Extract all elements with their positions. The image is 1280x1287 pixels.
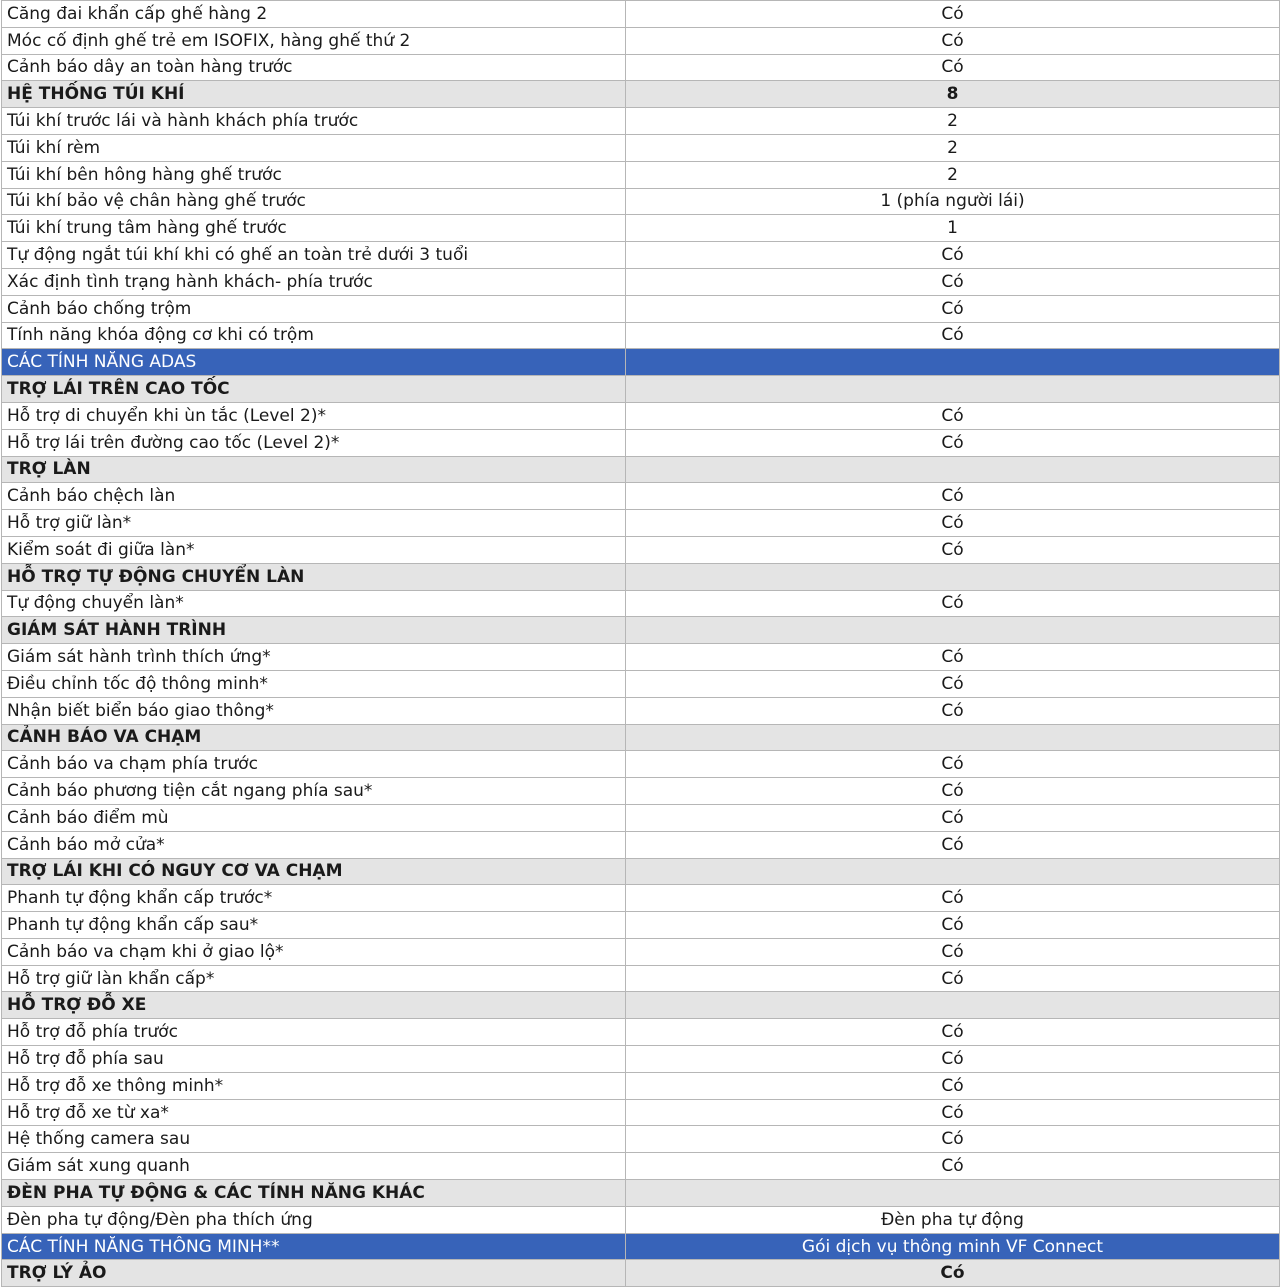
feature-label: Kiểm soát đi giữa làn* xyxy=(2,536,626,563)
feature-label: Cảnh báo chống trộm xyxy=(2,295,626,322)
spec-row xyxy=(2,1046,1280,1073)
group-header-row xyxy=(2,456,1280,483)
spec-row xyxy=(2,27,1280,54)
feature-label: Phanh tự động khẩn cấp sau* xyxy=(2,912,626,939)
feature-label: Cảnh báo va chạm phía trước xyxy=(2,751,626,778)
feature-value: Có xyxy=(626,1019,1280,1046)
feature-value xyxy=(626,1180,1280,1207)
feature-label: Tự động ngắt túi khí khi có ghế an toàn trẻ dưới 3 tuổi xyxy=(2,242,626,269)
feature-value: Có xyxy=(626,536,1280,563)
feature-label: ĐÈN PHA TỰ ĐỘNG & CÁC TÍNH NĂNG KHÁC xyxy=(2,1180,626,1207)
feature-value: Có xyxy=(626,1260,1280,1287)
spec-row xyxy=(2,322,1280,349)
feature-value: 2 xyxy=(626,134,1280,161)
group-header-row xyxy=(2,81,1280,108)
spec-row xyxy=(2,54,1280,81)
feature-value: Có xyxy=(626,751,1280,778)
feature-value: Có xyxy=(626,54,1280,81)
section-row xyxy=(2,349,1280,376)
spec-row xyxy=(2,804,1280,831)
spec-row xyxy=(2,670,1280,697)
spec-table xyxy=(1,0,1280,1287)
feature-value: Có xyxy=(626,885,1280,912)
feature-label: Nhận biết biển báo giao thông* xyxy=(2,697,626,724)
feature-label: Hỗ trợ đỗ phía sau xyxy=(2,1046,626,1073)
feature-label: Hỗ trợ đỗ xe thông minh* xyxy=(2,1072,626,1099)
feature-value: Có xyxy=(626,670,1280,697)
feature-value: Có xyxy=(626,295,1280,322)
feature-label: Cảnh báo va chạm khi ở giao lộ* xyxy=(2,938,626,965)
feature-label: Tính năng khóa động cơ khi có trộm xyxy=(2,322,626,349)
feature-value xyxy=(626,376,1280,403)
feature-label: HỖ TRỢ TỰ ĐỘNG CHUYỂN LÀN xyxy=(2,563,626,590)
feature-label: Hỗ trợ đỗ phía trước xyxy=(2,1019,626,1046)
spec-row xyxy=(2,536,1280,563)
feature-label: Hỗ trợ giữ làn* xyxy=(2,510,626,537)
feature-label: Hệ thống camera sau xyxy=(2,1126,626,1153)
feature-label: Cảnh báo dây an toàn hàng trước xyxy=(2,54,626,81)
feature-label: Điều chỉnh tốc độ thông minh* xyxy=(2,670,626,697)
feature-label: Móc cố định ghế trẻ em ISOFIX, hàng ghế thứ 2 xyxy=(2,27,626,54)
feature-value xyxy=(626,724,1280,751)
feature-label: TRỢ LÁI KHI CÓ NGUY CƠ VA CHẠM xyxy=(2,858,626,885)
feature-value: 1 (phía người lái) xyxy=(626,188,1280,215)
feature-label: Túi khí rèm xyxy=(2,134,626,161)
feature-label: Giám sát xung quanh xyxy=(2,1153,626,1180)
feature-value: 8 xyxy=(626,81,1280,108)
feature-label: Xác định tình trạng hành khách- phía trước xyxy=(2,268,626,295)
feature-value: Đèn pha tự động xyxy=(626,1206,1280,1233)
spec-row xyxy=(2,188,1280,215)
feature-value: Có xyxy=(626,1099,1280,1126)
spec-row xyxy=(2,483,1280,510)
feature-value: Có xyxy=(626,965,1280,992)
feature-value xyxy=(626,456,1280,483)
group-header-row xyxy=(2,617,1280,644)
spec-row xyxy=(2,295,1280,322)
feature-value: Có xyxy=(626,1126,1280,1153)
group-header-row xyxy=(2,724,1280,751)
feature-label: Đèn pha tự động/Đèn pha thích ứng xyxy=(2,1206,626,1233)
spec-row xyxy=(2,1,1280,28)
feature-value: 2 xyxy=(626,161,1280,188)
spec-row xyxy=(2,1019,1280,1046)
feature-label: Hỗ trợ lái trên đường cao tốc (Level 2)* xyxy=(2,429,626,456)
feature-label: Tự động chuyển làn* xyxy=(2,590,626,617)
feature-value: Có xyxy=(626,938,1280,965)
spec-row xyxy=(2,1206,1280,1233)
group-header-row xyxy=(2,992,1280,1019)
feature-value xyxy=(626,349,1280,376)
feature-value xyxy=(626,992,1280,1019)
spec-row xyxy=(2,242,1280,269)
feature-value: Có xyxy=(626,429,1280,456)
feature-label: HỆ THỐNG TÚI KHÍ xyxy=(2,81,626,108)
spec-row xyxy=(2,644,1280,671)
feature-value: 2 xyxy=(626,108,1280,135)
feature-value: Có xyxy=(626,402,1280,429)
spec-row xyxy=(2,268,1280,295)
feature-value: Có xyxy=(626,510,1280,537)
feature-label: CÁC TÍNH NĂNG THÔNG MINH** xyxy=(2,1233,626,1260)
feature-value: 1 xyxy=(626,215,1280,242)
feature-value: Có xyxy=(626,804,1280,831)
spec-row xyxy=(2,697,1280,724)
feature-label: Hỗ trợ di chuyển khi ùn tắc (Level 2)* xyxy=(2,402,626,429)
feature-label: CẢNH BÁO VA CHẠM xyxy=(2,724,626,751)
feature-value: Có xyxy=(626,778,1280,805)
group-header-row xyxy=(2,1260,1280,1287)
spec-row xyxy=(2,912,1280,939)
spec-row xyxy=(2,510,1280,537)
feature-value: Có xyxy=(626,322,1280,349)
feature-value: Có xyxy=(626,644,1280,671)
spec-row xyxy=(2,938,1280,965)
feature-label: CÁC TÍNH NĂNG ADAS xyxy=(2,349,626,376)
spec-row xyxy=(2,1099,1280,1126)
spec-row xyxy=(2,215,1280,242)
feature-value: Có xyxy=(626,590,1280,617)
feature-label: Túi khí bảo vệ chân hàng ghế trước xyxy=(2,188,626,215)
group-header-row xyxy=(2,563,1280,590)
feature-label: Hỗ trợ đỗ xe từ xa* xyxy=(2,1099,626,1126)
group-header-row xyxy=(2,1180,1280,1207)
section-row xyxy=(2,1233,1280,1260)
feature-value: Có xyxy=(626,1072,1280,1099)
feature-label: HỖ TRỢ ĐỖ XE xyxy=(2,992,626,1019)
feature-label: Cảnh báo mở cửa* xyxy=(2,831,626,858)
group-header-row xyxy=(2,858,1280,885)
feature-label: TRỢ LÀN xyxy=(2,456,626,483)
spec-row xyxy=(2,778,1280,805)
feature-value: Có xyxy=(626,483,1280,510)
feature-label: Cảnh báo điểm mù xyxy=(2,804,626,831)
feature-value: Có xyxy=(626,242,1280,269)
feature-label: GIÁM SÁT HÀNH TRÌNH xyxy=(2,617,626,644)
feature-value: Có xyxy=(626,912,1280,939)
spec-table-body xyxy=(2,1,1280,1287)
spec-row xyxy=(2,885,1280,912)
spec-row xyxy=(2,1072,1280,1099)
spec-row xyxy=(2,1153,1280,1180)
feature-label: TRỢ LÝ ẢO xyxy=(2,1260,626,1287)
feature-value: Gói dịch vụ thông minh VF Connect xyxy=(626,1233,1280,1260)
feature-value: Có xyxy=(626,27,1280,54)
feature-label: TRỢ LÁI TRÊN CAO TỐC xyxy=(2,376,626,403)
feature-label: Túi khí trung tâm hàng ghế trước xyxy=(2,215,626,242)
spec-row xyxy=(2,831,1280,858)
feature-value xyxy=(626,858,1280,885)
feature-label: Hỗ trợ giữ làn khẩn cấp* xyxy=(2,965,626,992)
spec-row xyxy=(2,134,1280,161)
feature-value: Có xyxy=(626,1,1280,28)
feature-label: Cảnh báo chệch làn xyxy=(2,483,626,510)
feature-value: Có xyxy=(626,697,1280,724)
feature-label: Phanh tự động khẩn cấp trước* xyxy=(2,885,626,912)
feature-label: Cảnh báo phương tiện cắt ngang phía sau* xyxy=(2,778,626,805)
spec-row xyxy=(2,161,1280,188)
feature-label: Túi khí bên hông hàng ghế trước xyxy=(2,161,626,188)
spec-row xyxy=(2,590,1280,617)
feature-label: Căng đai khẩn cấp ghế hàng 2 xyxy=(2,1,626,28)
spec-row xyxy=(2,429,1280,456)
spec-row xyxy=(2,965,1280,992)
feature-label: Giám sát hành trình thích ứng* xyxy=(2,644,626,671)
spec-row xyxy=(2,108,1280,135)
feature-label: Túi khí trước lái và hành khách phía trước xyxy=(2,108,626,135)
feature-value: Có xyxy=(626,1153,1280,1180)
feature-value: Có xyxy=(626,831,1280,858)
group-header-row xyxy=(2,376,1280,403)
spec-row xyxy=(2,1126,1280,1153)
feature-value: Có xyxy=(626,268,1280,295)
spec-row xyxy=(2,402,1280,429)
feature-value xyxy=(626,563,1280,590)
spec-row xyxy=(2,751,1280,778)
feature-value: Có xyxy=(626,1046,1280,1073)
feature-value xyxy=(626,617,1280,644)
